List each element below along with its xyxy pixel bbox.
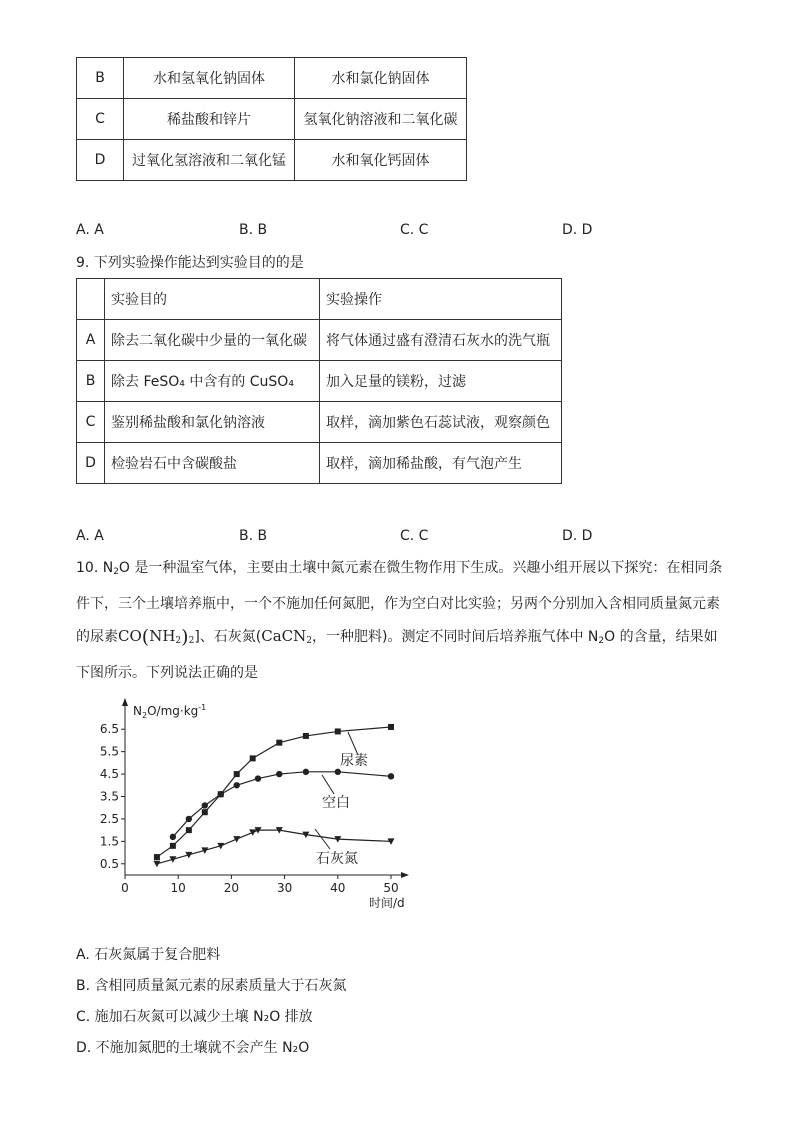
q10-line-2: 件下，三个土壤培养瓶中，一个不施加任何氮肥，作为空白对比实验；另两个分别加入含相同质量氮元素 [76, 596, 720, 612]
q9-table-cell: 除去 FeSO₄ 中含有的 CuSO₄ [105, 361, 320, 402]
q8-table-cell: B [77, 58, 124, 99]
q10-option-c[interactable]: C. 施加石灰氮可以减少土壤 N₂O 排放 [76, 1009, 313, 1025]
point-square [234, 771, 240, 777]
x-tick-label: 0 [121, 881, 129, 895]
q9-table-cell: 检验岩石中含碳酸盐 [105, 443, 320, 484]
point-circle [276, 771, 282, 777]
q9-table-row [77, 361, 562, 402]
n2o-chart [90, 695, 430, 915]
point-square [388, 724, 394, 730]
series-label: 石灰氮 [316, 851, 358, 867]
q8-table-row [77, 58, 467, 99]
point-circle [186, 816, 192, 822]
q9-table-cell: 实验目的 [105, 279, 320, 320]
y-axis-arrow [122, 698, 128, 706]
q8-table-cell: 过氧化氢溶液和二氧化锰 [124, 140, 295, 181]
q9-table-row [77, 320, 562, 361]
series-leader-line [348, 732, 358, 755]
q9-table-cell: 除去二氧化碳中少量的一氧化碳 [105, 320, 320, 361]
q9-table-cell: C [77, 402, 105, 443]
x-tick-label: 50 [383, 881, 399, 895]
point-triangle [153, 861, 160, 868]
point-circle [335, 769, 341, 775]
q9-option-b[interactable]: B. B [239, 528, 268, 544]
q8-table-row [77, 99, 467, 140]
x-tick-label: 40 [330, 881, 346, 895]
urea-formula: $CO(NH_2)_2$ [118, 626, 195, 648]
point-square [186, 827, 192, 833]
q9-table [76, 278, 562, 484]
q9-table-cell: 取样，滴加稀盐酸，有气泡产生 [320, 443, 562, 484]
q9-table-cell: 鉴别稀盐酸和氯化钠溶液 [105, 402, 320, 443]
q9-table-cell: D [77, 443, 105, 484]
q8-table-cell: 稀盐酸和锌片 [124, 99, 295, 140]
q8-option-a[interactable]: A. A [76, 222, 104, 238]
q9-table-cell: 取样，滴加紫色石蕊试液，观察颜色 [320, 402, 562, 443]
q10-line-1: 10. $N_2O$ 是一种温室气体，主要由土壤中氮元素在微生物作用下生成。兴趣小组开展以下探究：在相同条 [76, 560, 723, 577]
point-triangle [249, 829, 256, 836]
q8-table [76, 57, 467, 181]
q8-table-cell: 水和氧化钙固体 [295, 140, 467, 181]
q8-table-cell: 氢氧化钠溶液和二氧化碳 [295, 99, 467, 140]
point-circle [170, 834, 176, 840]
y-tick-label: 1.5 [99, 834, 119, 849]
q9-table-row [77, 402, 562, 443]
x-axis-arrow [401, 872, 409, 878]
point-circle [303, 769, 309, 775]
calcium-cyanamide-formula: CaCN$_2$ [261, 627, 313, 646]
series-label: 尿素 [340, 753, 368, 769]
point-square [335, 728, 341, 734]
q9-stem: 9. 下列实验操作能达到实验目的的是 [76, 255, 304, 271]
q9-table-cell: B [77, 361, 105, 402]
q10-option-b[interactable]: B. 含相同质量氮元素的尿素质量大于石灰氮 [76, 978, 347, 994]
q8-table-cell: 水和氯化钠固体 [295, 58, 467, 99]
q8-table-cell: 水和氢氧化钠固体 [124, 58, 295, 99]
point-circle [202, 802, 208, 808]
point-circle [234, 782, 240, 788]
q9-table-cell: 实验操作 [320, 279, 562, 320]
point-triangle [233, 836, 240, 843]
x-tick-label: 10 [170, 881, 186, 895]
point-square [202, 809, 208, 815]
q9-table-cell: 加入足量的镁粉，过滤 [320, 361, 562, 402]
q8-option-c[interactable]: C. C [400, 222, 429, 238]
point-circle [388, 773, 394, 779]
point-square [154, 854, 160, 860]
y-tick-label: 6.5 [99, 722, 119, 737]
q10-line-3: 的尿素$CO(NH_2)_2$]、石灰氮(CaCN$_2$，一种肥料)。测定不同时间后培养瓶气体中 $N_2O$ 的含量，结果如 [76, 626, 718, 648]
q8-option-d[interactable]: D. D [562, 222, 593, 238]
q8-table-cell: C [77, 99, 124, 140]
y-tick-label: 3.5 [99, 789, 119, 804]
q9-table-cell: 将气体通过盛有澄清石灰水的洗气瓶 [320, 320, 562, 361]
point-circle [218, 791, 224, 797]
q8-table-cell: D [77, 140, 124, 181]
q9-table-cell [77, 279, 105, 320]
point-square [303, 733, 309, 739]
q10-line-4: 下图所示。下列说法正确的是 [76, 665, 258, 681]
q9-option-c[interactable]: C. C [400, 528, 429, 544]
q9-option-d[interactable]: D. D [562, 528, 593, 544]
q9-table-row [77, 443, 562, 484]
point-circle [255, 775, 261, 781]
x-tick-label: 30 [276, 881, 293, 895]
y-tick-label: 2.5 [99, 811, 119, 826]
y-axis-label: $N_2O/mg\cdot kg^{-1}$ [133, 703, 207, 720]
q8-option-b[interactable]: B. B [239, 222, 268, 238]
q9-table-cell: A [77, 320, 105, 361]
series-leader-line [322, 775, 334, 794]
y-tick-label: 0.5 [99, 856, 119, 871]
q9-table-row [77, 279, 562, 320]
point-square [250, 755, 256, 761]
y-tick-label: 5.5 [99, 744, 119, 759]
q9-option-a[interactable]: A. A [76, 528, 104, 544]
x-tick-label: 20 [223, 881, 240, 895]
x-axis-label: 时间/d [369, 896, 405, 910]
q10-option-a[interactable]: A. 石灰氮属于复合肥料 [76, 947, 221, 963]
series-line-尿素 [157, 727, 391, 857]
y-tick-label: 4.5 [99, 767, 119, 782]
series-label: 空白 [322, 795, 350, 811]
point-square [276, 740, 282, 746]
series-leader-line [315, 829, 330, 849]
q10-option-d[interactable]: D. 不施加氮肥的土壤就不会产生 N₂O [76, 1040, 310, 1056]
q10-stem [76, 552, 726, 689]
point-square [170, 843, 176, 849]
q8-table-row [77, 140, 467, 181]
